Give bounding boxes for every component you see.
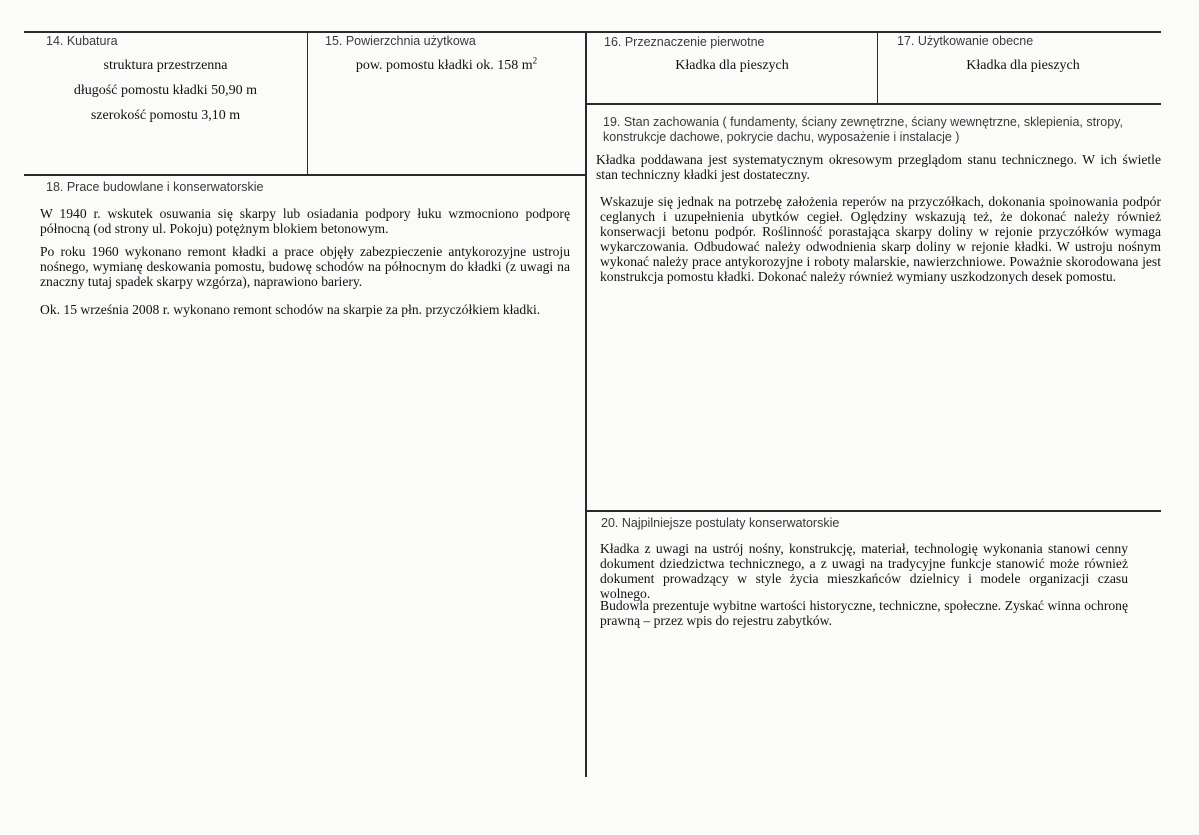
kubatura-width: szerokość pomostu 3,10 m xyxy=(90,108,241,123)
divider-14-15 xyxy=(307,32,308,174)
stan-paragraph-1: Kładka poddawana jest systematycznym okresowym przeglądom stanu technicznego. W ich świetle stan techniczny kładki jest dostateczny. xyxy=(596,152,1161,182)
postulaty-paragraph-1: Kładka z uwagi na ustrój nośny, konstrukcję, materiał, technologię wykonania stanowi cenny dokument dziedzictwa technicznego, a z uwagi na tradycyjne funkcje stanowić może również dokument prowadzący w style życia mieszkańców dzielnicy i modele organizacji czasu wolnego. xyxy=(600,541,1128,601)
powierzchnia-unit-exponent: 2 xyxy=(532,55,538,66)
kubatura-structure: struktura przestrzenna xyxy=(103,58,228,73)
field-label-uzytkowanie: 17. Użytkowanie obecne xyxy=(897,34,1034,48)
przeznaczenie-value: Kładka dla pieszych xyxy=(675,58,789,73)
prace-paragraph-1: W 1940 r. wskutek osuwania się skarpy lub osiadania podpory łuku wzmocniono podporę północną (od strony ul. Pokoju) potężnym blokiem betonowym. xyxy=(40,206,570,236)
kubatura-length: długość pomostu kładki 50,90 m xyxy=(73,83,258,98)
prace-paragraph-3: Ok. 15 września 2008 r. wykonano remont schodów na skarpie za płn. przyczółkiem kładki. xyxy=(40,302,541,317)
field-label-prace-budowlane: 18. Prace budowlane i konserwatorskie xyxy=(46,180,264,194)
postulaty-paragraph-2: Budowla prezentuje wybitne wartości historyczne, techniczne, społeczne. Zyskać winna ochronę prawną – przez wpis do rejestru zabytków. xyxy=(600,598,1128,628)
powierzchnia-value xyxy=(308,55,585,74)
field-label-przeznaczenie: 16. Przeznaczenie pierwotne xyxy=(604,35,765,49)
field-label-kubatura: 14. Kubatura xyxy=(46,34,118,48)
line-above-20 xyxy=(586,510,1161,512)
field-label-postulaty: 20. Najpilniejsze postulaty konserwatorskie xyxy=(601,516,840,530)
line-under-16-17 xyxy=(586,103,1161,105)
stan-paragraph-2: Wskazuje się jednak na potrzebę założenia reperów na przyczółkach, dokonania spoinowania podpór ceglanych i uzupełnienia ubytków cegieł. Oględziny wskazują też, że dokonać należy również konserwacji betonu podpór. Roślinność porastająca skarpy doliny w rejonie przyczółków wymaga wykarczowania. Odbudować należy odwodnienia skarp doliny w rejonie kładki. W ustroju nośnym wykonać należy prace antykorozyjne i roboty malarskie, nawierzchniowe. Poważnie skorodowana jest konstrukcja pomostu kładki. Dokonać należy również wymiany uszkodzonych desek pomostu. xyxy=(600,194,1161,284)
uzytkowanie-value: Kładka dla pieszych xyxy=(966,58,1080,73)
top-border-line xyxy=(24,31,1161,33)
prace-paragraph-2: Po roku 1960 wykonano remont kładki a prace objęły zabezpieczenie antykorozyjne ustroju nośnego, wymianę deskowania pomostu, budowę schodów na północnym do kładki (z uwagi na znaczny tutaj spadek skarpy wzgórza), naprawiono bariery. xyxy=(40,244,570,289)
field-label-stan-zachowania: 19. Stan zachowania ( fundamenty, ściany zewnętrzne, ściany wewnętrzne, sklepienia, stropy, konstrukcje dachowe, pokrycie dachu, wyposażenie i instalacje ) xyxy=(603,115,1123,144)
divider-center xyxy=(585,32,587,777)
line-under-14-15 xyxy=(24,174,586,176)
field-label-powierzchnia: 15. Powierzchnia użytkowa xyxy=(325,34,476,48)
powierzchnia-value-text: pow. pomostu kładki ok. 158 m xyxy=(355,58,533,73)
